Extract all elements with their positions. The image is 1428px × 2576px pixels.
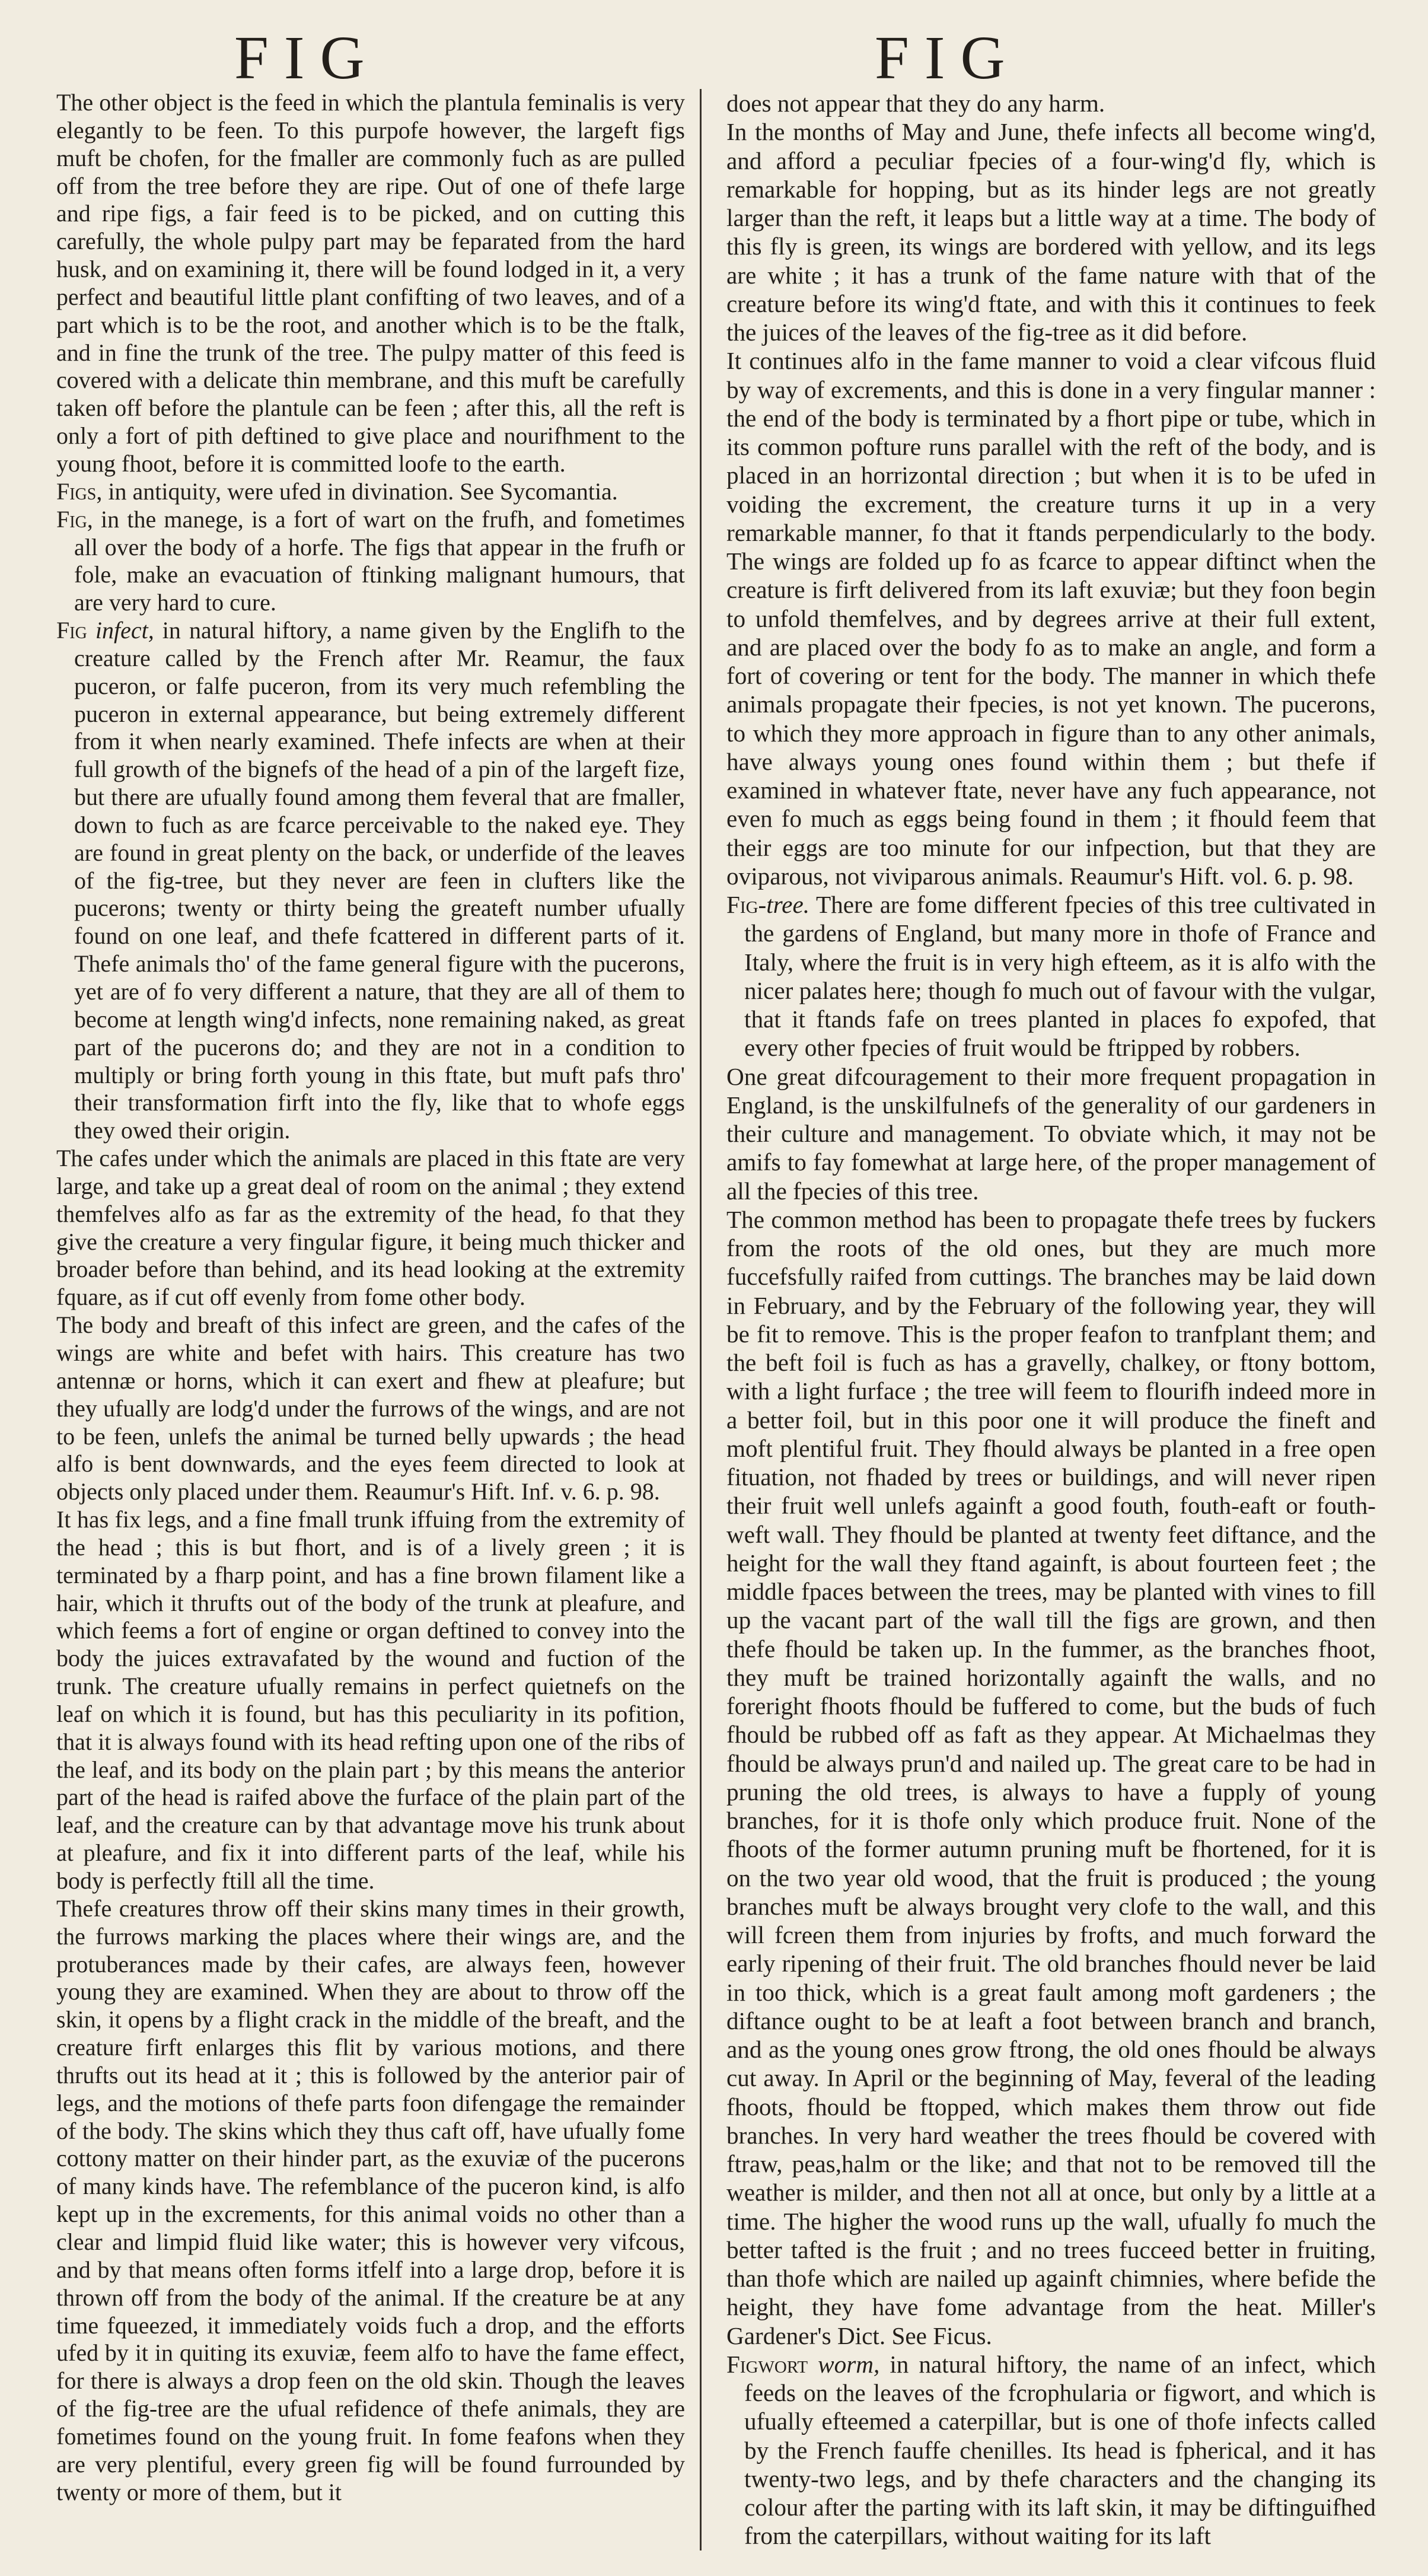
paragraph: It has fix legs, and a fine fmall trunk iffuing from the extremity of the head ; this is but fhort, and is of a lively green ; it is terminated by a fharp point, and has a fine brown filament like a hair, which it thrufts out of the body of the trunk at pleafure, and which feems a fort of engine or organ deftined to convey into the body the juices extravafated by the wound and fuction of the trunk. The creature ufually remains in perfect quietnefs on the leaf on which it is found, but has this peculiarity in its pofition, that it is always found with its head refting upon one of the ribs of the leaf, and its body on the plain part ; by this means the anterior part of the head is raifed above the furface of the plain part of the leaf, and the creature can by that advantage move his trunk about at pleafure, and fix it into different parts of the leaf, while his body is perfectly ftill all the time. <box>56 1506 685 1894</box>
entry-text: in natural hiftory, a name given by the Englifh to the creature called by the French after Mr. Reamur, the faux puceron, or falfe puceron, from its very much refembling the puceron in external appearance, but being extremely different from it when nearly examined. Thefe infects are when at their full growth of the bignefs of the head of a pin of the largeft fize, but there are ufually found among them feveral that are fmaller, down to fuch as are fcarce perceivable to the naked eye. They are found in great plenty on the back, or underfide of the leaves of the fig-tree, but they never are feen in clufters like the pucerons; twenty or thirty being the greateft number ufually found on one leaf, and thefe fcattered in different parts of it. Thefe animals tho' of the fame general figure with the pucerons, yet are of fo very different a nature, that they are all of them to become at length wing'd infects, none remaining naked, as great part of the pucerons do; and they are not in a condition to multiply or bring forth young in this ftate, but muft pafs thro' their transformation firft into the fly, like that to whofe eggs they owed their origin. <box>74 617 685 1144</box>
paragraph: In the months of May and June, thefe infects all become wing'd, and afford a peculiar fpecies of a four-wing'd fly, which is remarkable for hopping, but as its hinder legs are not greatly larger than the reft, it leaps but a little way at a time. The body of this fly is green, its wings are bordered with yellow, and its legs are white ; it has a trunk of the fame nature with that of the creature before its wing'd ftate, and with this it continues to feek the juices of the leaves of the fig-tree as it did before. <box>726 118 1376 346</box>
entry-text: in antiquity, were ufed in divination. See Sycomantia. <box>102 477 618 505</box>
entry-figs-antiquity <box>56 478 685 506</box>
entry-headword-italic: worm, <box>808 2350 880 2378</box>
right-column <box>726 89 1376 2550</box>
entry-headword: Figwort <box>726 2350 808 2378</box>
paragraph: One great difcouragement to their more frequent propagation in England, is the unskilfulnefs of the generality of our gardeners in their culture and management. To obviate which, it may not be amifs to fay fomewhat at large here, of the proper management of all the fpecies of this tree. <box>726 1062 1376 1205</box>
entry-headword-italic: -tree. <box>758 891 810 918</box>
running-head-left: FIG <box>234 24 380 92</box>
paragraph: Thefe creatures throw off their skins many times in their growth, the furrows marking the places where their wings are, and the protuberances made by their cafes, are always feen, however young they are examined. When they are about to throw off the skin, it opens by a flight crack in the middle of the breaft, and the creature firft enlarges this flit by various motions, and there thrufts out its head at it ; this is followed by the anterior pair of legs, and the motions of thefe parts foon difengage the remainder of the body. The skins which they thus caft off, have ufually fome cottony matter on their hinder part, as the exuviæ of the pucerons of many kinds have. The refemblance of the puceron kind, is alfo kept up in the excrements, for this animal voids no other than a clear and limpid fluid like water; this is however very vifcous, and by that means often forms itfelf into a large drop, before it is thrown off from the body of the animal. If the creature be at any time fqueezed, it immediately voids fuch a drop, and the efforts ufed by it in quiting its exuviæ, feem alfo to have the fame effect, for there is always a drop feen on the old skin. Though the leaves of the fig-tree are the ufual refidence of thefe animals, they are fometimes found on the young fruit. In fome feafons when they are very plentiful, every green fig will be found furrounded by twenty or more of them, but it <box>56 1894 685 2505</box>
left-column <box>56 89 685 2506</box>
entry-text: There are fome different fpecies of this tree cultivated in the gardens of England, but many more in thofe of France and Italy, where the fruit is in very high efteem, as it is alfo with the nicer palates here; though fo much out of favour with the vulgar, that it ftands fafe on trees planted in places fo expofed, that every other fpecies of fruit would be ftripped by robbers. <box>744 891 1376 1062</box>
paragraph: The body and breaft of this infect are green, and the cafes of the wings are white and befet with hairs. This creature has two antennæ or horns, which it can exert and fhew at pleafure; but they ufually are lodg'd under the furrows of the wings, and are not to be feen, unlefs the animal be turned belly upwards ; the head alfo is bent downwards, and the eyes feem directed to look at objects only placed under them. Reaumur's Hift. Inf. v. 6. p. 98. <box>56 1311 685 1505</box>
entry-fig-tree <box>726 890 1376 1062</box>
entry-headword: Fig <box>56 617 87 644</box>
page-header <box>0 18 1428 95</box>
paragraph: It continues alfo in the fame manner to void a clear vifcous fluid by way of excrements, and this is done in a very fingular manner : the end of the body is terminated by a fhort pipe or tube, which in its common pofture runs parallel with the reft of the body, and is placed in an horrizontal direction ; but when it is to be ufed in voiding the excrement, the creature turns it up in a very remarkable manner, fo that it ftands perpendicularly to the body. The wings are folded up fo as fcarce to appear diftinct when the creature is firft delivered from its laft exuviæ; but they foon begin to unfold themfelves, and by degrees arrive at their full extent, and are placed over the body fo as to make an angle, and form a fort of covering or tent for the body. The manner in which thefe animals propagate their fpecies, is not yet known. The pucerons, to which they more approach in figure than to any other animals, have always young ones found within them ; but thefe if examined in whatever ftate, never have any fuch appearance, not even fo much as eggs being found in them ; it fhould feem that their eggs are too minute for our infpection, but that they are oviparous, not viviparous animals. Reaumur's Hift. vol. 6. p. 98. <box>726 347 1376 890</box>
entry-headword: Figs, <box>56 477 103 505</box>
entry-figwort-worm <box>726 2350 1376 2550</box>
entry-text: in natural hiftory, the name of an infect, which feeds on the leaves of the fcrophularia or figwort, and which is ufually efteemed a caterpillar, but is one of thofe infects called by the French fauffe chenilles. Its head is fpherical, and it has twenty-two legs, and by thefe characters and the changing its colour after the parting with its laft skin, it may be diftinguifhed from the caterpillars, without waiting for its laft <box>744 2350 1376 2550</box>
paragraph: The common method has been to propagate thefe trees by fuckers from the roots of the old ones, but they are much more fuccefsfully raifed from cuttings. The branches may be laid down in February, and by the February of the following year, they will be fit to remove. This is the proper feafon to tranfplant them; and the beft foil is fuch as has a gravelly, chalkey, or ftony bottom, with a light furface ; the tree will feem to flourifh indeed more in a better foil, but in this poor one it will produce the fineft and moft plentiful fruit. They fhould always be planted in a free open fituation, not fhaded by trees or buildings, and will never ripen their fruit well unlefs againft a good fouth, fouth-eaft or fouth-weft wall. They fhould be planted at twenty feet diftance, and the height for the wall they ftand againft, is about fourteen feet ; the middle fpaces between the trees, may be planted with vines to fill up the vacant part of the wall till the figs are grown, and then thefe fhould be taken up. In the fummer, as the branches fhoot, they muft be trained horizontally againft the walls, and no foreright fhoots fhould be fuffered to come, but the buds of fuch fhould be rubbed off as faft as they appear. At Michaelmas they fhould be always prun'd and nailed up. The great care to be had in pruning the old trees, is always to have a fupply of young branches, for it is thofe only which produce fruit. None of the fhoots of the former autumn pruning muft be fhortened, for it is on the two year old wood, that the fruit is produced ; the young branches muft be always brought very clofe to the wall, and this will fcreen them from injuries by frofts, and much forward the early ripening of their fruit. The old branches fhould never be laid in too thick, which is a great fault among moft gardeners ; the diftance ought to be at leaft a foot between branch and branch, and as the young ones grow ftrong, the old ones fhould be always cut away. In April or the beginning of May, feveral of the leading fhoots, fhould be ftopped, which makes them throw out fide branches. In very hard weather the trees fhould be covered with ftraw, peas,halm or the like; and that not to be removed till the weather is milder, and then not all at once, but only by a little at a time. The higher the wood runs up the wall, ufually fo much the better tafted is the fruit ; and no trees fucceed better in fruiting, than thofe which are nailed up againft chimnies, where befide the height, they have fome advantage from the heat. Miller's Gardener's Dict. See Ficus. <box>726 1205 1376 2349</box>
running-head-right: FIG <box>875 24 1021 92</box>
column-divider <box>700 89 702 2550</box>
entry-headword-italic: infect, <box>87 617 154 644</box>
entry-text: in the manege, is a fort of wart on the frufh, and fometimes all over the body of a horfe. The figs that appear in the frufh or fole, make an evacuation of ftinking malignant humours, that are very hard to cure. <box>74 505 685 616</box>
paragraph: does not appear that they do any harm. <box>726 90 1105 117</box>
entry-headword: Fig <box>726 891 758 918</box>
entry-fig-manege <box>56 506 685 617</box>
paragraph: The cafes under which the animals are placed in this ftate are very large, and take up a great deal of room on the animal ; they extend themfelves alfo as far as the extremity of the head, fo that they give the creature a very fingular figure, it being much thicker and broader before than behind, and its head looking at the extremity fquare, as if cut off evenly from fome other body. <box>56 1145 685 1311</box>
paragraph: The other object is the feed in which the plantula feminalis is very elegantly to be feen. To this purpofe however, the largeft figs muft be chofen, for the fmaller are commonly fuch as are pulled off from the tree before they are ripe. Out of one of thefe large and ripe figs, a fair feed is to be picked, and on cutting this carefully, the whole pulpy part may be feparated from the hard husk, and on examining it, there will be found lodged in it, a very perfect and beautiful little plant confifting of two leaves, and of a part which is to be the root, and another which is to be the ftalk, and in fine the trunk of the tree. The pulpy matter of this feed is covered with a delicate thin membrane, and this muft be carefully taken off before the plantule can be feen ; after this, all the reft is only a fort of pith deftined to give place and nourifhment to the young fhoot, before it is committed loofe to the earth. <box>56 89 685 477</box>
entry-headword: Fig, <box>56 505 93 533</box>
entry-fig-insect <box>56 617 685 1145</box>
